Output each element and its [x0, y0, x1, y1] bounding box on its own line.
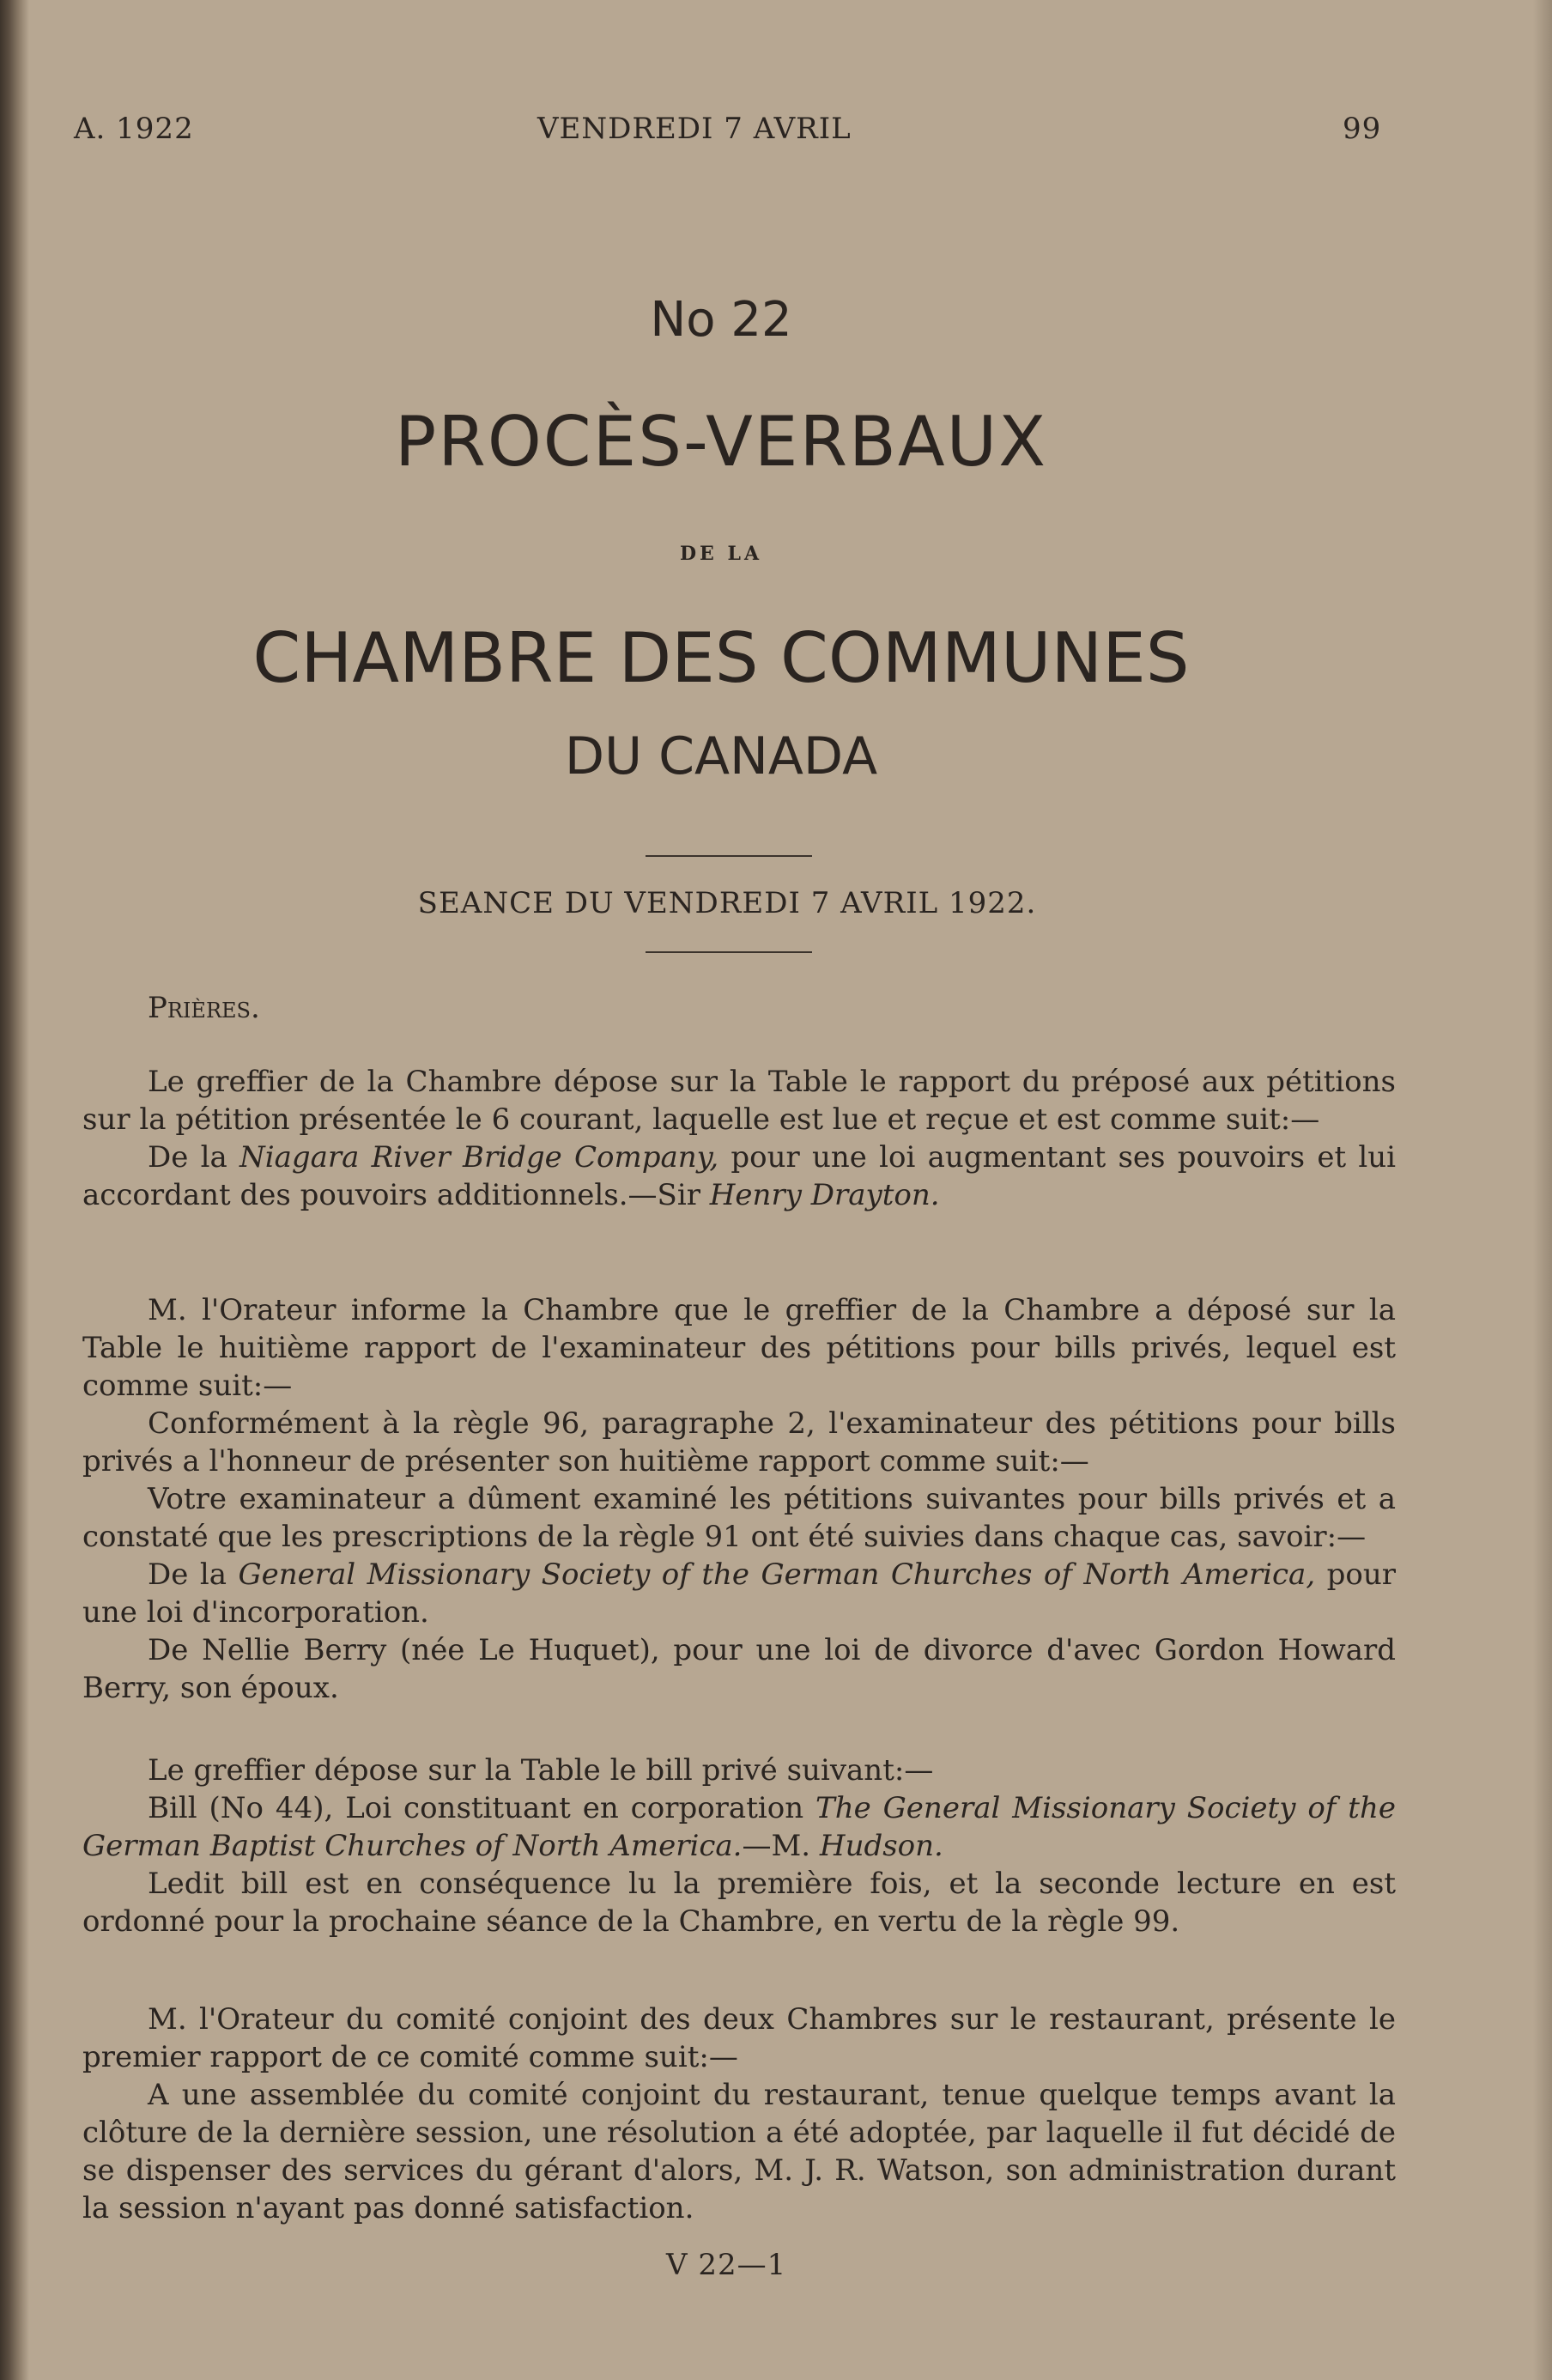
- society-name: General Missionary Society of the German Churches of North America,: [238, 1557, 1316, 1592]
- paragraph: Le greffier de la Chambre dépose sur la Table le rapport du préposé aux pétitions sur la pétition présentée le 6 courant, laquelle est lue et reçue et est comme suit:—: [82, 1065, 1396, 1137]
- paragraph: Le greffier dépose sur la Table le bill privé suivant:—: [148, 1753, 934, 1788]
- title-chambre: CHAMBRE DES COMMUNES: [252, 618, 1190, 698]
- company-name: Niagara River Bridge Company,: [239, 1140, 719, 1175]
- paragraph: [82, 1556, 1396, 1631]
- paragraph: [82, 1138, 1396, 1214]
- paragraph: A une assemblée du comité conjoint du restaurant, tenue quelque temps avant la clôture de la dernière session, une résolution a été adoptée, par laquelle il fut décidé de se dispenser des services du gérant d'alors, M. J. R. Watson, son administration durant la session n'ayant pas donné satisfaction.: [82, 2078, 1396, 2225]
- text: pour une loi augmentant ses pouvoirs et lui accordant des pouvoirs additionnels.—Sir: [82, 1140, 1397, 1212]
- prieres-heading: [82, 989, 1396, 1027]
- paragraph: M. l'Orateur informe la Chambre que le greffier de la Chambre a déposé sur la Table le huitième rapport de l'examinateur des pétitions pour bills privés, lequel est comme suit:—: [82, 1293, 1396, 1403]
- society-name: The General Missionary Society of the German Baptist Churches of North America.: [82, 1791, 1396, 1863]
- page-number: 99: [1343, 112, 1382, 146]
- text: De la: [148, 1557, 239, 1592]
- paragraph: Conformément à la règle 96, paragraphe 2, l'examinateur des pétitions pour bills privés a l'honneur de présenter son huitième rapport comme suit:—: [82, 1406, 1396, 1478]
- paragraph: De Nellie Berry (née Le Huquet), pour une loi de divorce d'avec Gordon Howard Berry, son époux.: [82, 1633, 1396, 1705]
- text: pour une loi d'incorporation.: [82, 1557, 1396, 1630]
- issue-number: No 22: [650, 292, 792, 348]
- title-canada: DU CANADA: [564, 726, 878, 786]
- seance-heading: SEANCE DU VENDREDI 7 AVRIL 1922.: [417, 886, 1037, 920]
- paragraph: [82, 1789, 1396, 1865]
- prieres-text: Prières.: [148, 991, 260, 1025]
- member-name: Henry Drayton.: [709, 1178, 940, 1212]
- header-date: VENDREDI 7 AVRIL: [537, 112, 852, 146]
- member-name: Hudson.: [819, 1829, 943, 1863]
- text: De la: [148, 1140, 239, 1175]
- paragraph: Ledit bill est en conséquence lu la première fois, et la seconde lecture en est ordonné pour la prochaine séance de la Chambre, en vertu de la règle 99.: [82, 1867, 1396, 1939]
- paragraph: Votre examinateur a dûment examiné les pétitions suivantes pour bills privés et a constaté que les prescriptions de la règle 91 ont été suivies dans chaque cas, savoir:—: [82, 1482, 1396, 1554]
- section-private-bill: [82, 1752, 1396, 1940]
- header-year: A. 1922: [74, 112, 194, 146]
- title-de-la: DE LA: [679, 543, 763, 565]
- text: Bill (No 44), Loi constituant en corporation: [148, 1791, 816, 1825]
- section-restaurant-report: [82, 2001, 1396, 2227]
- section-examiner-report: [82, 1291, 1396, 1707]
- divider-bottom: [646, 951, 812, 953]
- paragraph: M. l'Orateur du comité conjoint des deux Chambres sur le restaurant, présente le premier rapport de ce comité comme suit:—: [82, 2002, 1396, 2074]
- divider-top: [646, 855, 812, 857]
- title-proces-verbaux: PROCÈS-VERBAUX: [395, 402, 1047, 482]
- section-petition-report: [82, 1063, 1396, 1214]
- text: —M.: [742, 1829, 820, 1863]
- signature-mark: V 22—1: [666, 2248, 787, 2282]
